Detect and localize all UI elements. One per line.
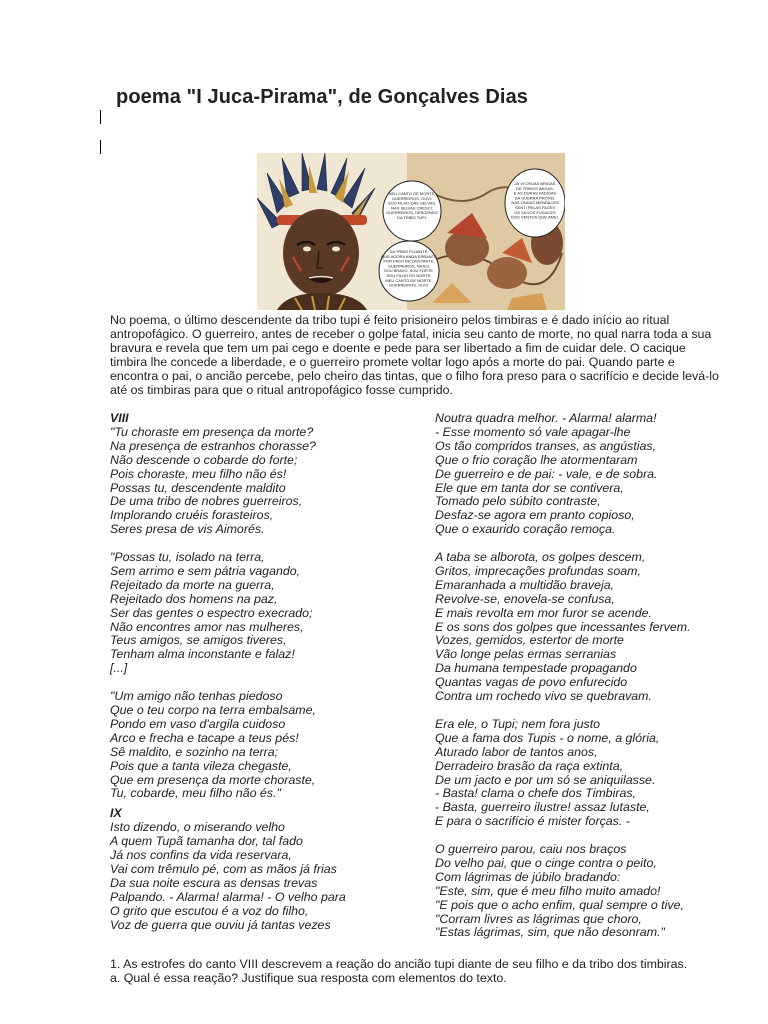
poem-line: "Tu choraste em presença da morte? (110, 424, 314, 439)
poem-line: Noutra quadra melhor. - Alarma! alarma! (435, 411, 657, 425)
poem-line: E para o sacrifício é mister forças. - (435, 814, 630, 829)
poem-line: Que a fama dos Tupis - o nome, a glória, (435, 730, 660, 745)
poem-line: Arco e frecha e tacape a teus pés! (110, 730, 299, 745)
bubble-line: GUERREIROS, OUVI: (391, 195, 433, 201)
question-text: a. Qual é essa reação? Justifique sua resposta com elementos do texto. (110, 971, 507, 985)
poem-left-column (110, 412, 430, 946)
poem-line: "Estas lágrimas, sim, que não desonram." (435, 925, 665, 940)
poem-line: Sem arrimo e sem pátria vagando, (110, 563, 301, 578)
document-title: poema "I Juca-Pirama", de Gonçalves Dias (116, 86, 529, 108)
question-text: 1. As estrofes do canto VIII descrevem a reação do ancião tupi diante de seu filho e da tribo dos timbiras. (110, 957, 688, 971)
poem-line: Do velho pai, que o cinge contra o peito, (435, 855, 657, 870)
poem-line: Com lágrimas de júbilo bradando: (435, 869, 621, 884)
poem-right-column (435, 412, 735, 954)
bubble-line: NAS ONDAS MENDACES (511, 200, 559, 206)
poem-line: Não encontres amor nas mulheres, (110, 619, 304, 634)
svg-text:DA TRIBO PUJANTE,QUE AGORA AND (381, 249, 437, 288)
poem-line: Emaranhada a multidão braveja, (435, 577, 615, 592)
stanza (110, 821, 430, 932)
speech-bubble-2 (379, 241, 439, 301)
poem-line: Rejeitado da morte na guerra, (110, 577, 275, 592)
poem-line: "Um amigo não tenhas piedoso (110, 689, 283, 704)
bubble-line: SOU BRAVO, SOU FORTE, (383, 268, 435, 274)
comic-illustration (257, 153, 565, 310)
bubble-line: DE TRIBOS IMIGAS, (516, 185, 554, 191)
poem-line: - Basta, guerreiro ilustre! assaz lutaste, (435, 800, 650, 815)
poem-line: Voz de guerra que ouviu já tantas vezes (110, 917, 331, 932)
bubble-line: DA TRIBO PUJANTE, (389, 249, 429, 254)
poem-line: - Basta! clama o chefe dos Timbiras, (435, 786, 636, 801)
bubble-line: SOU FILHO DAS SELVAS, (387, 200, 437, 206)
svg-text:JÁ VI CRUAS BRIGASDE TRIBOS IM (511, 181, 559, 220)
poem-line: Que em presença da morte choraste, (110, 772, 316, 787)
stanza (110, 690, 430, 801)
poem-line: Isto dizendo, o miserando velho (110, 820, 285, 835)
warrior-face (283, 209, 359, 297)
poem-line: Rejeitado dos homens na paz, (110, 591, 278, 606)
poem-line: Vozes, gemidos, estertor de morte (435, 633, 624, 648)
stanza (435, 551, 735, 704)
poem-line: Sê maldito, e sozinho na terra; (110, 744, 279, 759)
stanza (435, 412, 735, 537)
poem-line: Os tão compridos transes, as angústias, (435, 438, 657, 453)
poem-line: De uma tribo de nobres guerreiros, (110, 494, 303, 509)
bubble-line: JÁ VI CRUAS BRIGAS (514, 181, 556, 186)
poem-line: Na presença de estranhos chorasse? (110, 438, 316, 453)
poem-line: Que o exaurido coração remoça. (435, 522, 616, 537)
text-cursor-mark (100, 140, 101, 154)
bubble-line: NAS SELVAS CRESCI; (391, 205, 433, 211)
stanza (110, 426, 430, 537)
bubble-line: DA GUERRA PROVEI; (514, 195, 556, 201)
poem-line: Tenham alma inconstante e falaz! (110, 647, 295, 662)
poem-line: Da humana tempestade propagando (435, 661, 637, 676)
text-cursor-mark (100, 110, 101, 124)
canto-heading: IX (110, 806, 122, 821)
bubble-line: NEU CANTO DE MORTE, (388, 191, 436, 196)
poem-line: Que o frio coração lhe atormentaram (435, 452, 638, 467)
questions-block (110, 957, 730, 985)
poem-line: Revolve-se, enovela-se confusa, (435, 591, 615, 606)
bubble-line: MEU CANTO DE MORTE, (385, 277, 433, 283)
bubble-line: POR FADO INCONSTANTE, (383, 258, 435, 264)
poem-line: Teus amigos, se amigos tiveres, (110, 633, 287, 648)
poem-line: [...] (110, 661, 128, 676)
bubble-line: SOU FILHO DO NORTE; (386, 273, 432, 278)
poem-line: Da sua noite escura as densas trevas (110, 875, 318, 890)
poem-line: "Este, sim, que é meu filho muito amado! (435, 883, 661, 898)
poem-line: Contra um rochedo vivo se quebravam. (435, 689, 652, 704)
stanza (110, 551, 430, 676)
poem-line: Pois choraste, meu filho não és! (110, 466, 287, 481)
speech-bubble-1 (383, 181, 441, 241)
poem-line: "E pois que o acho enfim, qual sempre o tive, (435, 897, 684, 912)
poem-line: Não descende o cobarde do forte; (110, 452, 298, 467)
speech-bubble-3 (505, 169, 565, 237)
poem-line: "Possas tu, isolado na terra, (110, 550, 265, 565)
poem-line: Derradeiro brasão da raça extinta, (435, 758, 624, 773)
bubble-line: E AS DURAS FADIGAS (513, 190, 557, 196)
poem-line: Tu, cobarde, meu filho não és." (110, 786, 281, 801)
poem-line: Tomado pelo súbito contraste, (435, 494, 601, 509)
poem-line: Já nos confins da vida reservara, (110, 848, 292, 863)
poem-line: Pondo em vaso d'argila cuidoso (110, 716, 286, 731)
stanza (435, 718, 735, 829)
poem-line: E os sons dos golpes que incessantes fervem. (435, 619, 691, 634)
comic-artwork (257, 153, 565, 310)
poem-line: Palpando. - Alarma! alarma! - O velho para (110, 889, 346, 904)
bubble-line: GUERREIROS, OUVI. (388, 282, 430, 288)
poem-line: O guerreiro parou, caiu nos braços (435, 842, 627, 857)
poem-line: De um jacto e por um só se aniquilasse. (435, 772, 656, 787)
bubble-line: GUERREIROS, DESCENDO (386, 210, 438, 216)
poem-line: Desfaz-se agora em pranto copioso, (435, 508, 635, 523)
poem-line: E mais revolta em mor furor se acende. (435, 605, 652, 620)
bubble-line: QUE AGORA ANDA ERRANTE (381, 253, 437, 259)
bubble-line: DOS VENTOS QUE AMEI. (511, 214, 559, 220)
intro-paragraph: No poema, o último descendente da tribo tupi é feito prisioneiro pelos timbiras e é dado início ao ritual antropofágico. O guerreiro, antes de receber o golpe fatal, inicia seu canto de morte, no qual narra toda a sua bravura e revela que tem um pai cego e doente e pede para ser libertado a fim de cuidar dele. O cacique timbira lhe concede a liberdade, e o guerreiro promete voltar logo após a morte do pai. Quando parte e encontra o pai, o ancião percebe, pelo cheiro das tintas, que o filho fora preso para o sacrifício e decide levá-lo até os timbiras para que o ritual antropofágico fosse cumprido. (110, 313, 719, 397)
poem-line: Gritos, imprecações profundas soam, (435, 563, 641, 578)
poem-line: Possas tu, descendente maldito (110, 480, 286, 495)
poem-line: Era ele, o Tupi; nem fora justo (435, 716, 601, 731)
poem-line: De guerreiro e de pai: - vale, e de sobra. (435, 466, 658, 481)
poem-line: Ser das gentes o espectro execrado; (110, 605, 313, 620)
poem-line: A taba se alborota, os golpes descem, (435, 550, 646, 565)
poem-line: - Esse momento só vale apagar-lhe (435, 424, 631, 439)
stanza (435, 843, 735, 940)
poem-line: Vão longe pelas ermas serranias (435, 647, 617, 662)
poem-line: "Corram livres as lágrimas que choro, (435, 911, 642, 926)
bubble-line: SENTI PELAS FACES (514, 205, 556, 210)
poem-line: Pois que a tanta vileza chegaste, (110, 758, 292, 773)
poem-line: Aturado labor de tantos anos, (435, 744, 598, 759)
poem-line: Vai com trêmulo pé, com as mãos já frias (110, 861, 337, 876)
bubble-line: DA TRIBO TUPI. (397, 215, 427, 220)
poem-line: A quem Tupã tamanha dor, tal fado (110, 834, 303, 849)
warrior-figure (487, 257, 527, 289)
bubble-line: OS SILVOS FUGACES (514, 209, 556, 215)
bubble-line: GUERREIROS, NASCI; (387, 263, 431, 269)
poem-line: Implorando cruéis forasteiros, (110, 508, 274, 523)
canto-heading: VIII (110, 411, 129, 425)
poem-line: Que o teu corpo na terra embalsame, (110, 703, 316, 717)
poem-line: Quantas vagas de povo enfurecido (435, 675, 628, 690)
poem-line: Ele que em tanta dor se contivera, (435, 480, 624, 495)
poem-line: O grito que escutou é a voz do filho, (110, 903, 309, 918)
poem-line: Seres presa de vis Aimorés. (110, 522, 265, 537)
